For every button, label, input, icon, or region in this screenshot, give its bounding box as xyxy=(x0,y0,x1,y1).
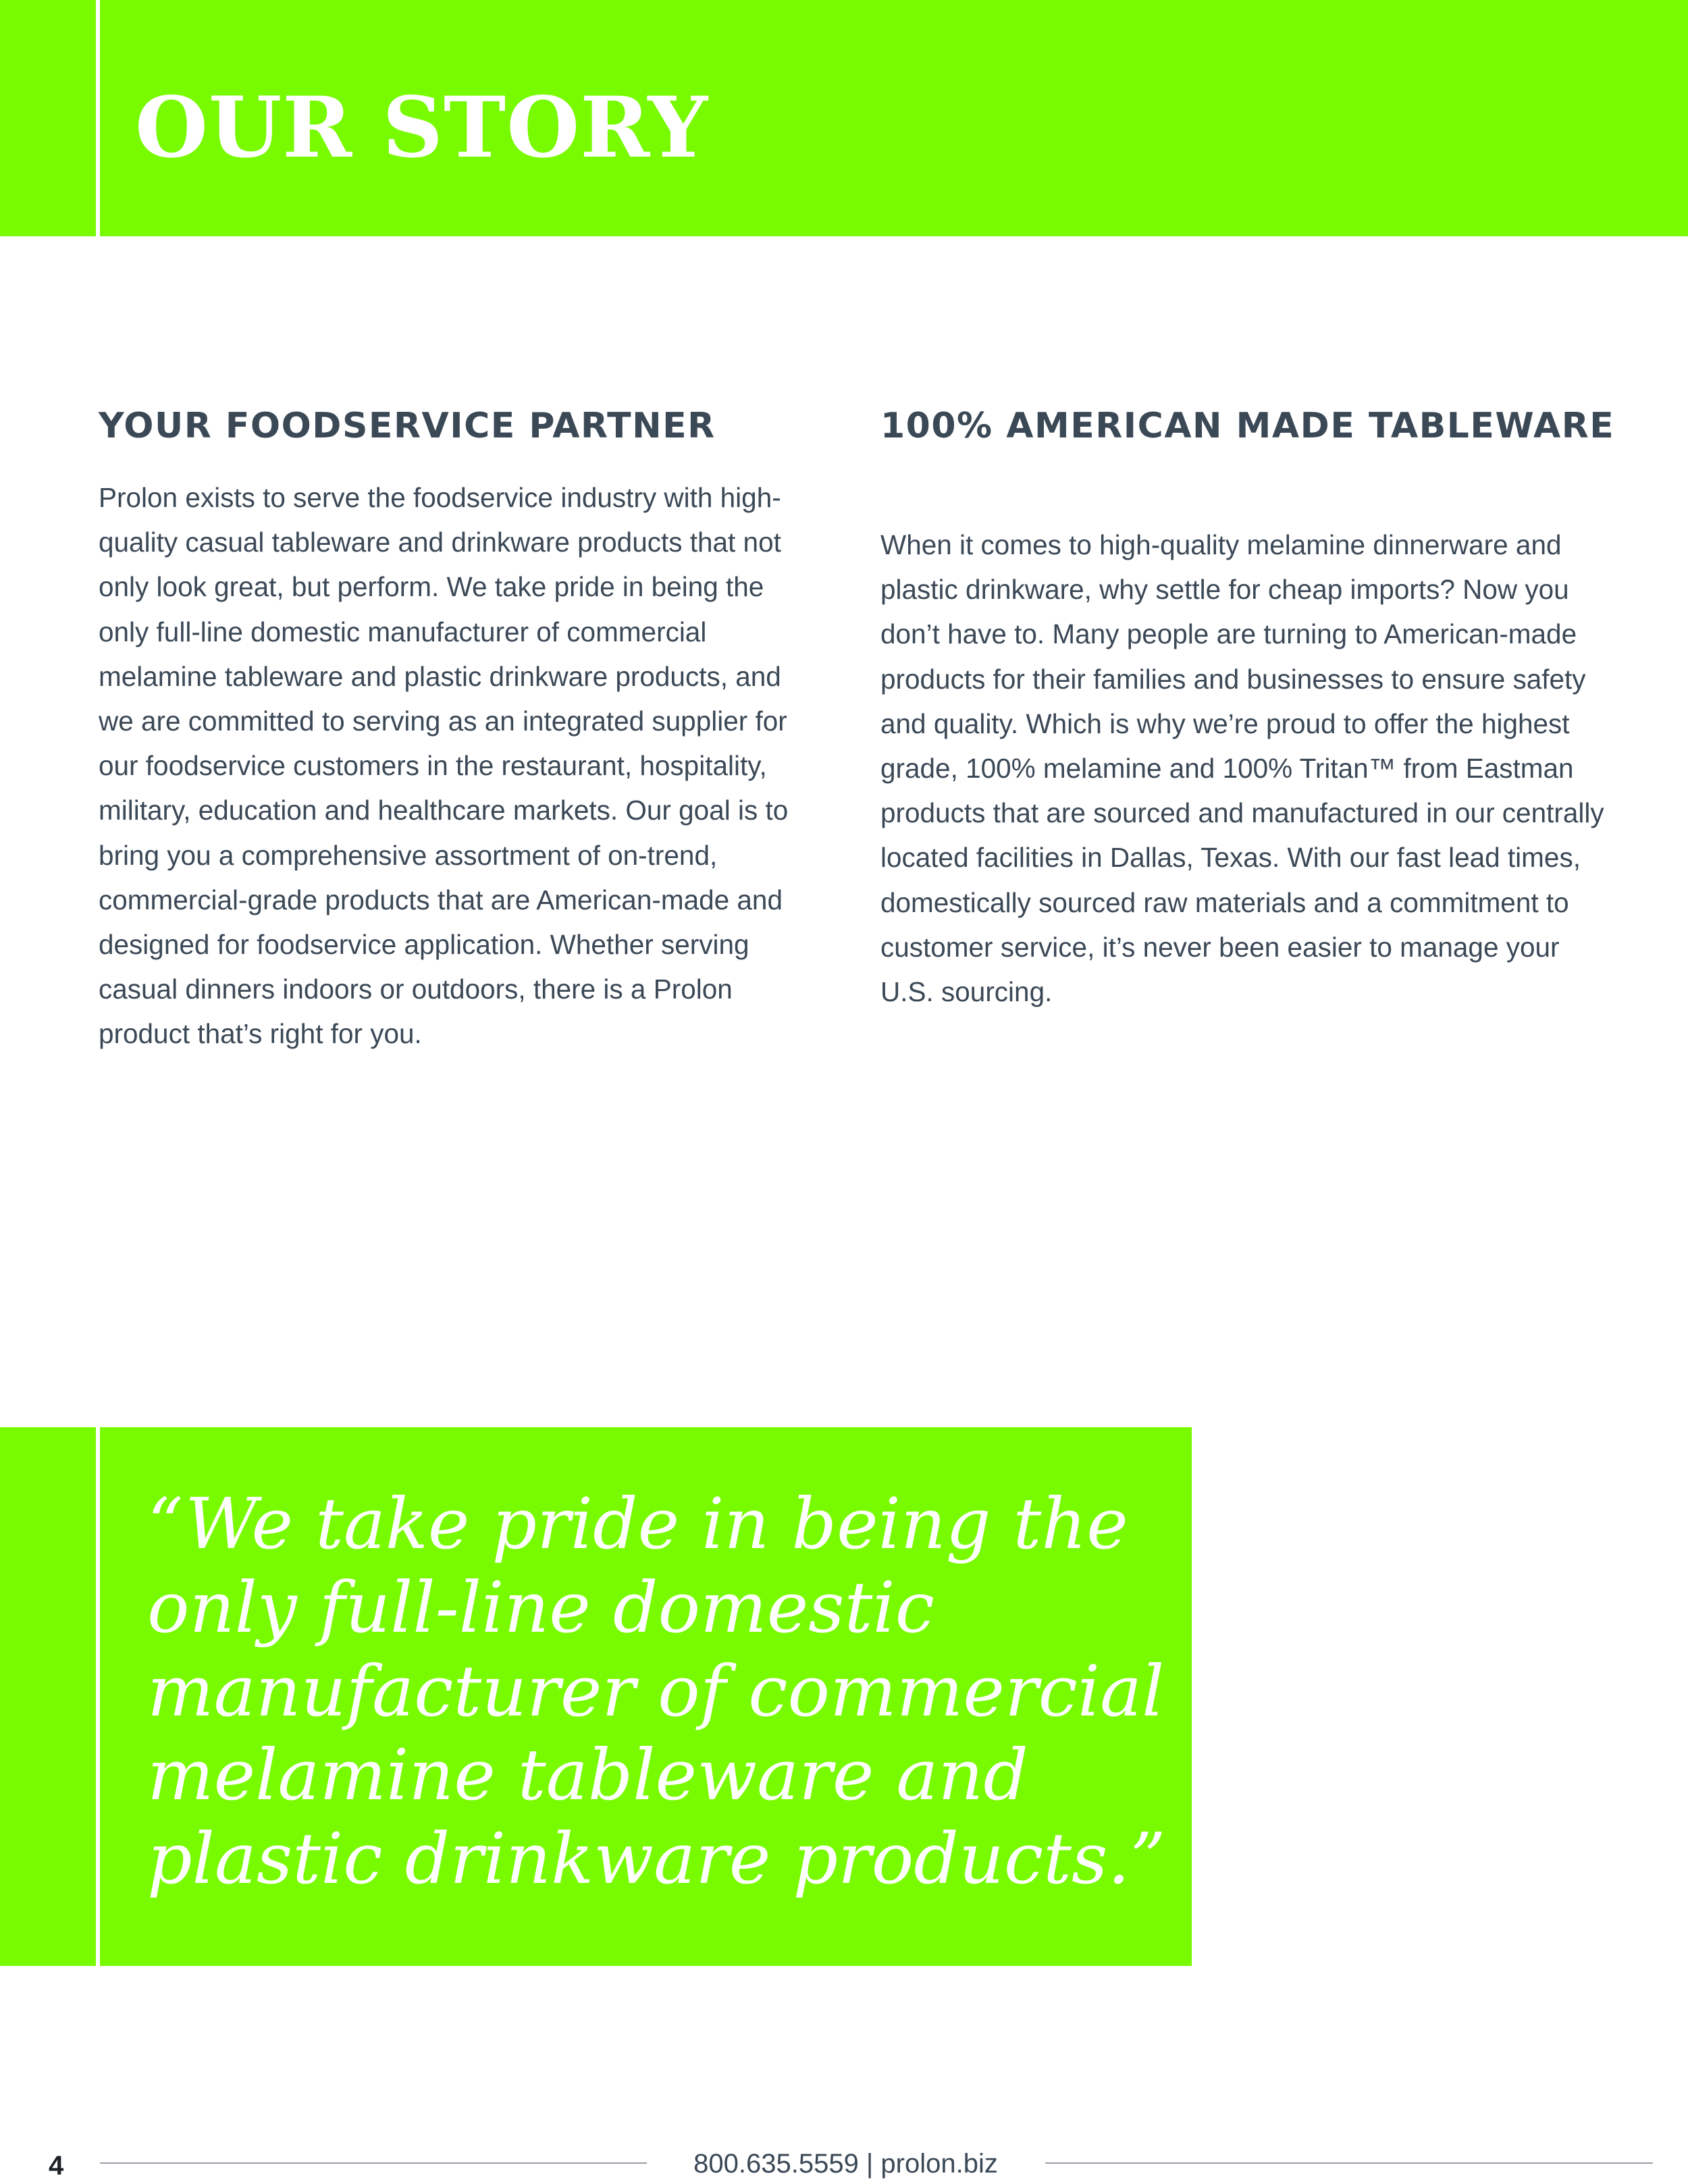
footer-rule-right xyxy=(1045,2162,1653,2164)
page-number: 4 xyxy=(49,2151,64,2181)
pull-quote-text: “We take pride in being the only full-line domestic manufacturer of commercial melamine tableware and plastic drinkware products.” xyxy=(147,1483,1166,1900)
footer-rule-left xyxy=(100,2162,647,2164)
page-title: OUR STORY xyxy=(135,79,708,177)
section-body-american-made: When it comes to high-quality melamine dinnerware and plastic drinkware, why settle for cheap imports? Now you don’t have to. Many people are turning to American-made products for their families and businesses to ensure safety and quality. Which is why we’re proud to offer the highest grade, 100% melamine and 100% Tritan™ from Eastman products that are sourced and manufactured in our centrally located facilities in Dallas, Texas. With our fast lead times, domestically sourced raw materials and a commitment to customer service, it’s never been easier to manage your U.S. sourcing. xyxy=(880,529,1604,1008)
section-body-foodservice-partner: Prolon exists to serve the foodservice industry with high-quality casual tableware and drinkware products that not only look great, but perform. We take pride in being the only full-line domestic manufacturer of commercial melamine tableware and plastic drinkware products, and we are committed to serving as an integrated supplier for our foodservice customers in the restaurant, hospitality, military, education and healthcare markets. Our goal is to bring you a comprehensive assortment of on-trend, commercial-grade products that are American-made and designed for foodservice application. Whether serving casual dinners indoors or outdoors, there is a Prolon product that’s right for you. xyxy=(99,482,789,1050)
pull-quote-divider xyxy=(96,1427,100,1966)
section-heading-american-made: 100% AMERICAN MADE TABLEWARE xyxy=(880,406,1615,446)
header-divider xyxy=(96,0,100,236)
section-heading-foodservice-partner: YOUR FOODSERVICE PARTNER xyxy=(99,406,716,446)
footer-contact: 800.635.5559 | prolon.biz xyxy=(693,2149,998,2179)
